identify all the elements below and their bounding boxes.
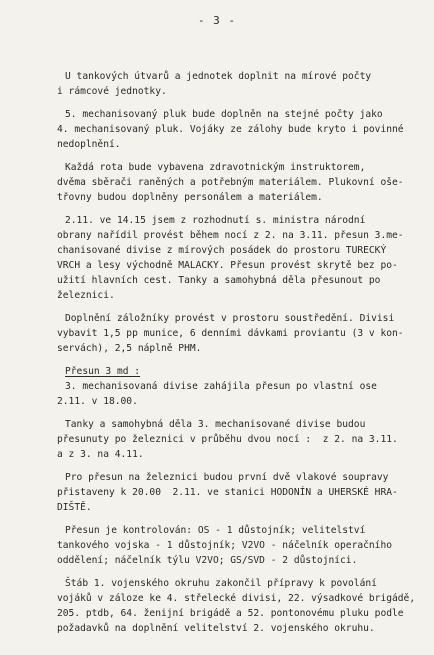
text-line: Pro přesun na železnici budou první dvě vlakové soupravy [65, 472, 389, 483]
text-line: 4. mechanisovaný pluk. Vojáky ze zálohy bude kryto i povinné [57, 124, 404, 135]
text-line: železnici. [57, 290, 115, 301]
text-line: nedoplnění. [57, 139, 121, 150]
text-line: vybavit 1,5 pp munice, 6 denními dávkami proviantu (3 v kon- [57, 328, 404, 339]
text-line: Přesun je kontrolován: OS - 1 důstojník; velitelství [65, 525, 366, 536]
text-line: 205. ptdb, 64. ženijní brigádě a 52. pontonovému pluku podle [57, 608, 404, 619]
text-line: oddělení; náčelník týlu V2VO; GS/SVD - 2 důstojníci. [57, 555, 358, 566]
text-line: třovny budou doplněny personálem a materiálem. [57, 192, 323, 203]
text-line: U tankových útvarů a jednotek doplnit na mírové počty [65, 71, 372, 82]
text-line: přistaveny k 20.00 2.11. ve stanici HODONÍN a UHERSKÉ HRA- [57, 487, 398, 498]
paragraph-rail-transport [57, 417, 407, 462]
paragraph-order-relocation [57, 213, 407, 303]
text-line: Doplnění záložníky provést v prostoru soustředění. Divisi [65, 313, 395, 324]
text-line: požadavků na doplnění velitelství 2. vojenského okruhu. [57, 623, 375, 634]
section-heading: Přesun 3 md : [65, 366, 141, 377]
paragraph-reservists [57, 311, 407, 356]
text-line: přesunuty po železnici v průběhu dvou nocí : z 2. na 3.11. [57, 434, 398, 445]
paragraph-relocation-3md [57, 364, 407, 409]
text-line: obrany nařídil provést během nocí z 2. na 3.11. přesun 3.me- [57, 230, 404, 241]
paragraph-5th-regiment [57, 107, 407, 152]
paragraph-trains [57, 470, 407, 515]
text-line: 3. mechanisovaná divise zahájila přesun po vlastní ose [65, 381, 377, 392]
text-line: tankového vojska - 1 důstojník; V2VO - náčelník operačního [57, 540, 393, 551]
text-line: chanisované divise z mírových posádek do prostoru TURECKÝ [57, 245, 387, 256]
page-number: - 3 - [197, 14, 237, 27]
text-line: a z 3. na 4.11. [57, 449, 144, 460]
text-line: dvěma sběrači raněných a potřebným materiálem. Plukovní oše- [57, 177, 404, 188]
text-line: VRCH a lesy východně MALACKY. Přesun provést skrytě bez po- [57, 260, 398, 271]
text-line: vojáků v záloze ke 4. střelecké divisi, 22. výsadkové brigádě, [57, 593, 416, 604]
text-line: DIŠTĚ. [57, 502, 92, 513]
text-line: i rámcové jednotky. [57, 86, 167, 97]
text-line: 5. mechanisovaný pluk bude doplněn na stejné počty jako [65, 109, 383, 120]
text-line: servách), 2,5 náplně PHM. [57, 343, 202, 354]
text-line: Každá rota bude vybavena zdravotnickým instruktorem, [65, 162, 366, 173]
paragraph-staff [57, 576, 416, 636]
document-body [57, 69, 416, 644]
paragraph-medical [57, 160, 407, 205]
text-line: 2.11. v 18.00. [57, 396, 138, 407]
paragraph-control [57, 523, 407, 568]
text-line: Štáb 1. vojenského okruhu zakončil přípravy k povolání [65, 578, 377, 589]
text-line: Tanky a samohybná děla 3. mechanisované divise budou [65, 419, 366, 430]
text-line: 2.11. ve 14.15 jsem z rozhodnutí s. ministra národní [65, 215, 366, 226]
text-line: užití hlavních cest. Tanky a samohybná děla přesunout po [57, 275, 381, 286]
paragraph-tank-units [57, 69, 407, 99]
